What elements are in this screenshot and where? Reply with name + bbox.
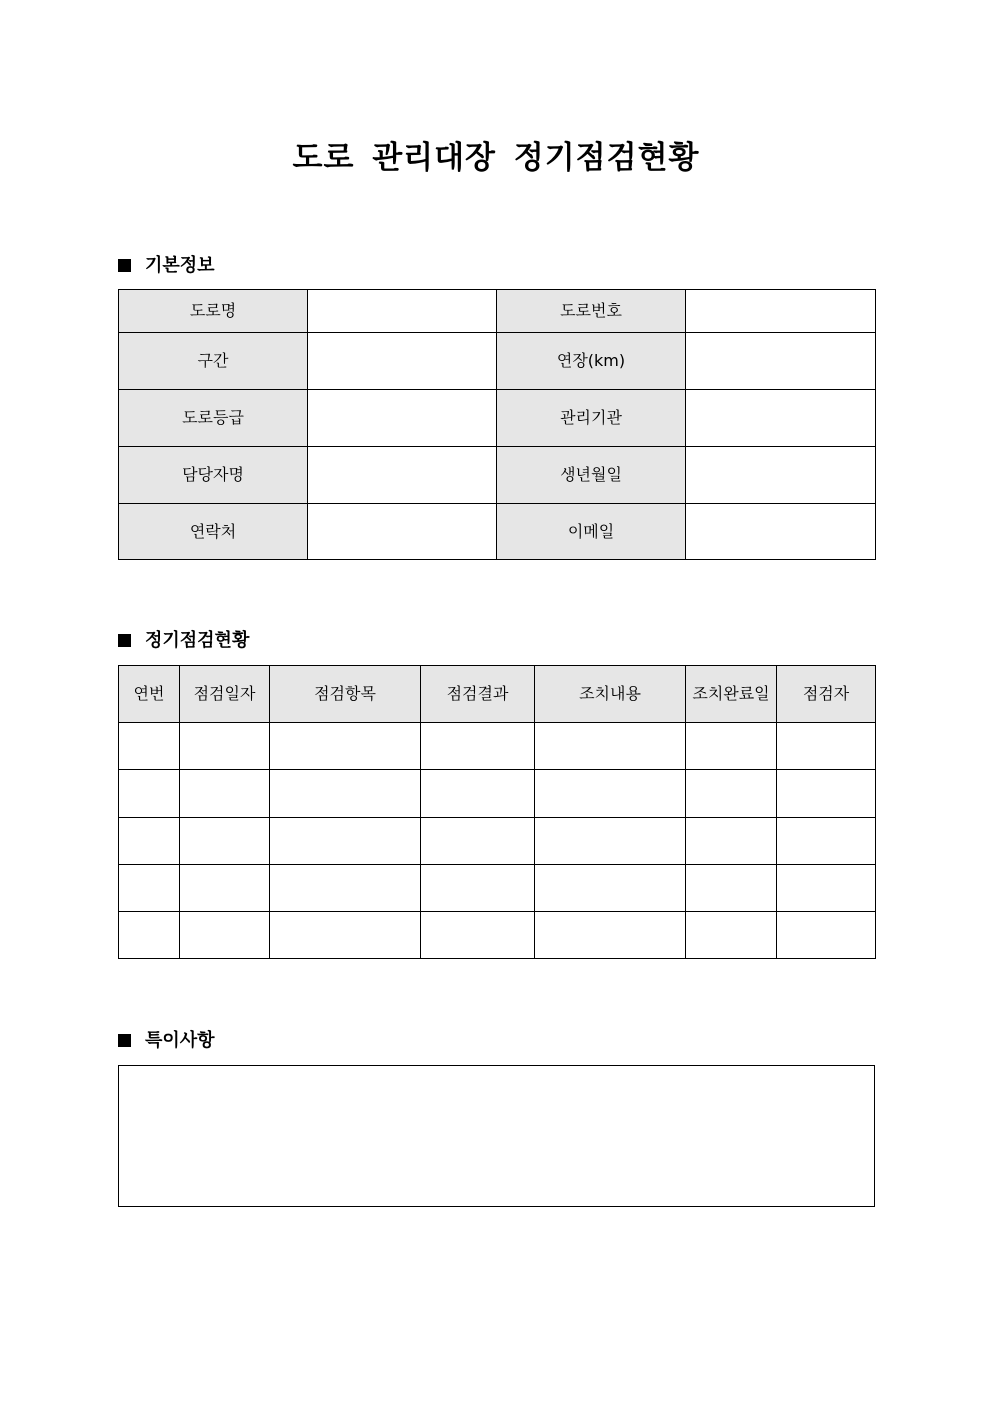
table-cell[interactable] [119,770,180,818]
table-cell[interactable] [270,818,421,865]
table-cell[interactable] [777,723,876,770]
column-header-inspector: 점검자 [777,666,876,723]
table-cell[interactable] [777,818,876,865]
column-header-seq: 연번 [119,666,180,723]
field-label: 생년월일 [497,447,686,504]
square-bullet-icon [118,259,131,272]
field-value[interactable] [308,333,497,390]
field-label: 관리기관 [497,390,686,447]
table-row [119,818,876,865]
column-header-completion-date: 조치완료일 [686,666,777,723]
field-label: 도로명 [119,290,308,333]
field-value[interactable] [686,390,876,447]
remarks-box[interactable] [118,1065,875,1207]
table-row [119,333,876,390]
table-cell[interactable] [535,912,686,959]
table-cell[interactable] [421,723,535,770]
field-label: 도로번호 [497,290,686,333]
table-row [119,770,876,818]
section-heading-inspection [118,626,249,652]
field-value[interactable] [308,290,497,333]
table-cell[interactable] [270,865,421,912]
table-cell[interactable] [119,723,180,770]
table-cell[interactable] [270,770,421,818]
field-value[interactable] [686,290,876,333]
field-value[interactable] [308,390,497,447]
table-cell[interactable] [777,865,876,912]
table-header-row [119,666,876,723]
section-heading-basic-info [118,251,215,277]
table-row [119,865,876,912]
table-cell[interactable] [686,723,777,770]
table-cell[interactable] [535,770,686,818]
column-header-item: 점검항목 [270,666,421,723]
table-cell[interactable] [180,912,270,959]
section-heading-label: 기본정보 [145,255,215,276]
table-cell[interactable] [119,865,180,912]
table-row [119,390,876,447]
field-label: 구간 [119,333,308,390]
field-value[interactable] [686,504,876,560]
table-cell[interactable] [180,865,270,912]
field-value[interactable] [308,447,497,504]
table-cell[interactable] [180,723,270,770]
field-label: 이메일 [497,504,686,560]
table-row [119,504,876,560]
section-heading-label: 특이사항 [145,1030,215,1051]
table-cell[interactable] [535,865,686,912]
square-bullet-icon [118,634,131,647]
table-cell[interactable] [421,770,535,818]
field-value[interactable] [308,504,497,560]
field-label: 담당자명 [119,447,308,504]
section-heading-remarks [118,1026,215,1052]
table-cell[interactable] [686,912,777,959]
column-header-date: 점검일자 [180,666,270,723]
table-cell[interactable] [535,723,686,770]
basic-info-table [118,289,876,560]
table-row [119,447,876,504]
table-cell[interactable] [535,818,686,865]
table-row [119,290,876,333]
table-cell[interactable] [270,912,421,959]
table-cell[interactable] [119,818,180,865]
section-heading-label: 정기점검현황 [145,630,250,651]
table-cell[interactable] [686,865,777,912]
table-cell[interactable] [421,865,535,912]
table-cell[interactable] [777,912,876,959]
field-label: 도로등급 [119,390,308,447]
table-cell[interactable] [686,818,777,865]
column-header-result: 점검결과 [421,666,535,723]
square-bullet-icon [118,1034,131,1047]
field-label: 연락처 [119,504,308,560]
table-cell[interactable] [119,912,180,959]
column-header-action: 조치내용 [535,666,686,723]
field-value[interactable] [686,333,876,390]
field-label: 연장(km) [497,333,686,390]
field-value[interactable] [686,447,876,504]
table-cell[interactable] [270,723,421,770]
table-cell[interactable] [421,818,535,865]
table-row [119,723,876,770]
page-title: 도로 관리대장 정기점검현황 [292,140,700,176]
table-cell[interactable] [180,770,270,818]
table-cell[interactable] [180,818,270,865]
table-cell[interactable] [686,770,777,818]
table-cell[interactable] [421,912,535,959]
table-cell[interactable] [777,770,876,818]
table-row [119,912,876,959]
inspection-table [118,665,876,959]
